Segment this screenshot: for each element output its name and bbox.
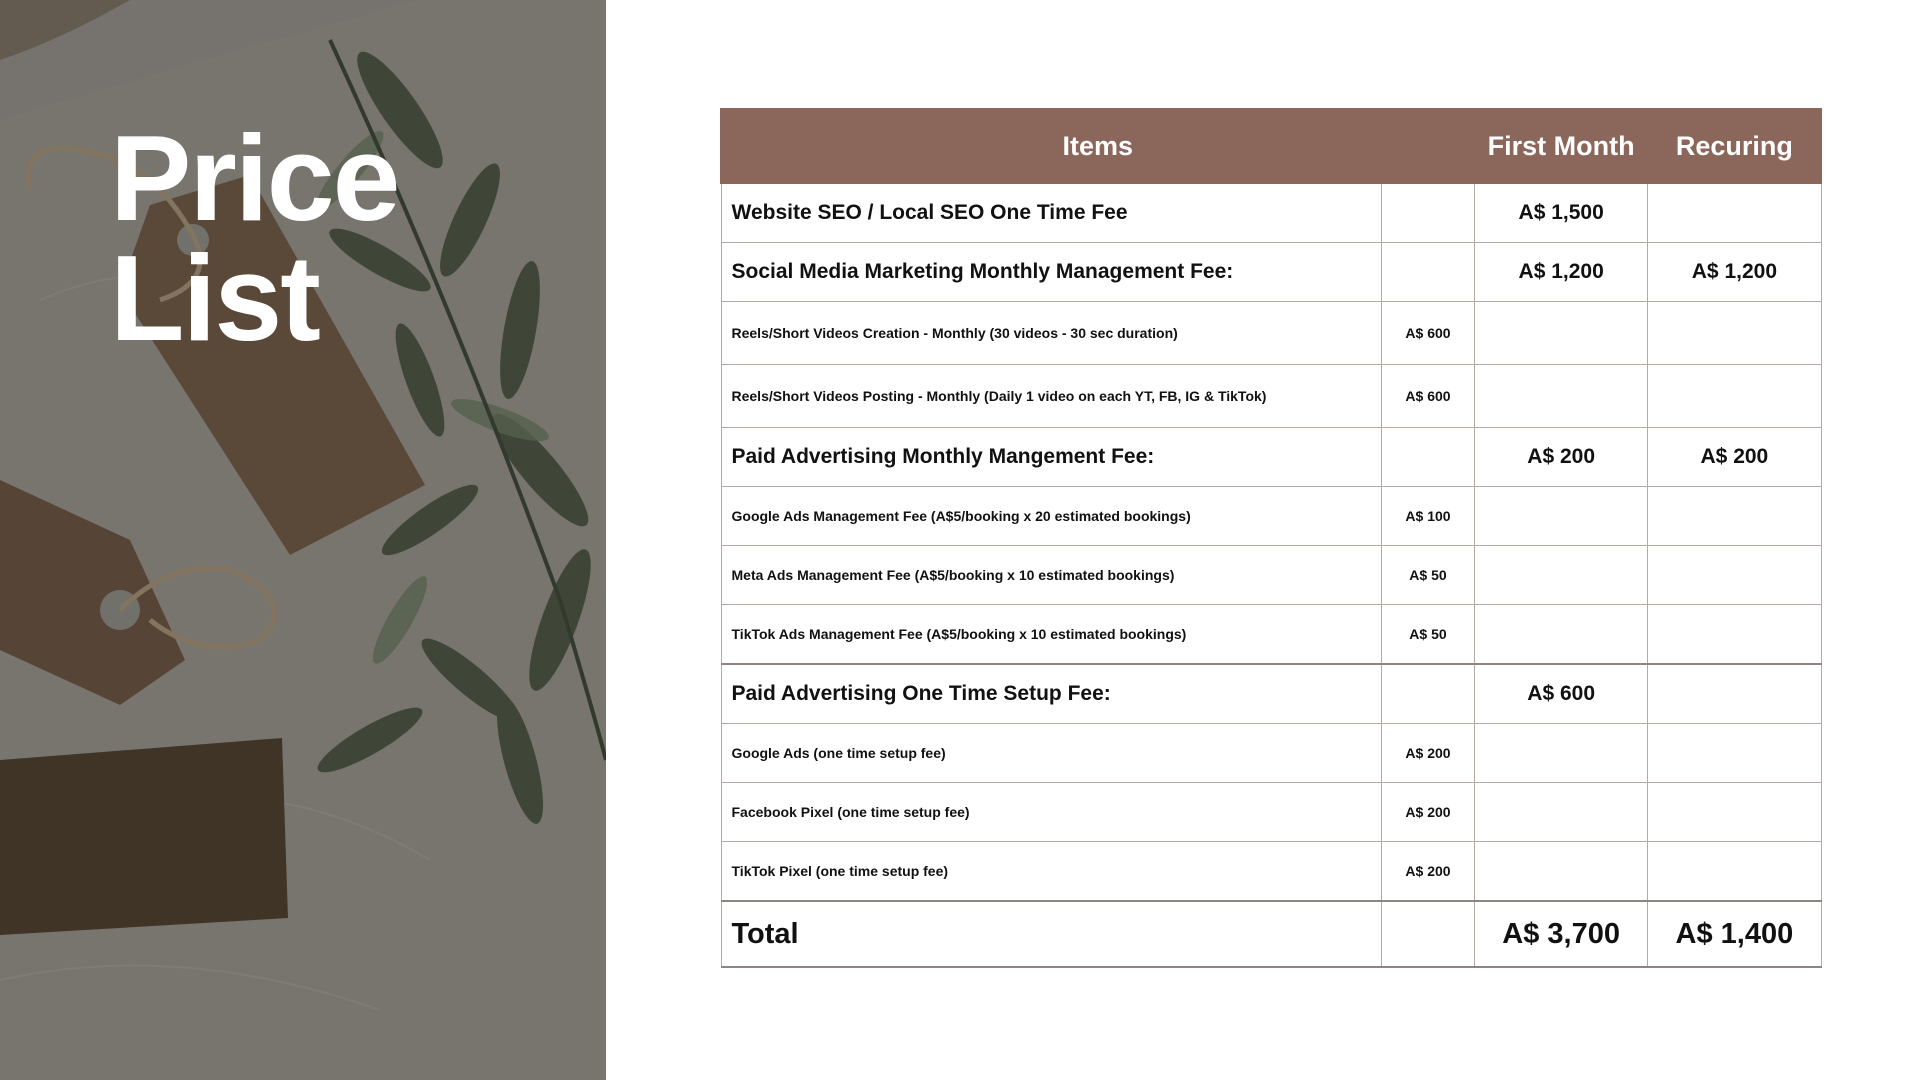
row-recurring: [1648, 546, 1821, 605]
row-first-month: [1475, 842, 1648, 902]
table-row: [721, 183, 1821, 243]
row-sub-amount: A$ 200: [1381, 783, 1474, 842]
row-first-month: [1475, 365, 1648, 428]
table-row: [721, 664, 1821, 724]
table-row: [721, 546, 1821, 605]
row-recurring: [1648, 605, 1821, 665]
row-recurring: [1648, 365, 1821, 428]
price-table: [720, 108, 1822, 968]
row-item: Paid Advertising One Time Setup Fee:: [721, 664, 1381, 724]
row-first-month: A$ 600: [1475, 664, 1648, 724]
table-row: [721, 487, 1821, 546]
table-row: [721, 428, 1821, 487]
row-sub-amount: A$ 600: [1381, 365, 1474, 428]
table-header-row: [721, 109, 1821, 183]
row-recurring: A$ 200: [1648, 428, 1821, 487]
row-item: Google Ads (one time setup fee): [721, 724, 1381, 783]
row-item: TikTok Ads Management Fee (A$5/booking x 10 estimated bookings): [721, 605, 1381, 665]
table-row: [721, 724, 1821, 783]
row-first-month: [1475, 783, 1648, 842]
row-first-month: [1475, 546, 1648, 605]
table-row: [721, 842, 1821, 902]
background-photo: [0, 0, 606, 1080]
row-sub-amount: A$ 600: [1381, 302, 1474, 365]
row-recurring: [1648, 302, 1821, 365]
row-item: Facebook Pixel (one time setup fee): [721, 783, 1381, 842]
row-first-month: A$ 1,500: [1475, 183, 1648, 243]
row-item: Google Ads Management Fee (A$5/booking x 20 estimated bookings): [721, 487, 1381, 546]
table-row: [721, 365, 1821, 428]
row-sub-amount: A$ 50: [1381, 546, 1474, 605]
total-recurring: A$ 1,400: [1648, 901, 1821, 967]
row-recurring: [1648, 724, 1821, 783]
header-items: Items: [721, 109, 1475, 183]
row-first-month: [1475, 605, 1648, 665]
row-sub-amount: [1381, 183, 1474, 243]
table-row: [721, 783, 1821, 842]
table-row: [721, 605, 1821, 665]
row-item: Social Media Marketing Monthly Management Fee:: [721, 243, 1381, 302]
row-first-month: A$ 1,200: [1475, 243, 1648, 302]
row-recurring: [1648, 183, 1821, 243]
row-item: Website SEO / Local SEO One Time Fee: [721, 183, 1381, 243]
row-first-month: [1475, 302, 1648, 365]
page-title: [110, 110, 399, 366]
row-recurring: [1648, 842, 1821, 902]
total-sub-amount: [1381, 901, 1474, 967]
row-recurring: A$ 1,200: [1648, 243, 1821, 302]
row-first-month: A$ 200: [1475, 428, 1648, 487]
header-first-month: First Month: [1475, 109, 1648, 183]
title-line-1: Price: [110, 110, 399, 246]
header-recurring: Recuring: [1648, 109, 1821, 183]
row-item: Paid Advertising Monthly Mangement Fee:: [721, 428, 1381, 487]
row-recurring: [1648, 487, 1821, 546]
table-row: [721, 243, 1821, 302]
total-row: [721, 901, 1821, 967]
row-sub-amount: A$ 50: [1381, 605, 1474, 665]
row-recurring: [1648, 783, 1821, 842]
row-item: Reels/Short Videos Creation - Monthly (30 videos - 30 sec duration): [721, 302, 1381, 365]
row-sub-amount: A$ 200: [1381, 842, 1474, 902]
row-item: TikTok Pixel (one time setup fee): [721, 842, 1381, 902]
row-sub-amount: [1381, 664, 1474, 724]
row-sub-amount: [1381, 428, 1474, 487]
row-sub-amount: [1381, 243, 1474, 302]
row-item: Meta Ads Management Fee (A$5/booking x 10 estimated bookings): [721, 546, 1381, 605]
table-row: [721, 302, 1821, 365]
total-first-month: A$ 3,700: [1475, 901, 1648, 967]
total-label: Total: [721, 901, 1381, 967]
row-recurring: [1648, 664, 1821, 724]
row-sub-amount: A$ 200: [1381, 724, 1474, 783]
title-line-2: List: [110, 230, 319, 366]
row-item: Reels/Short Videos Posting - Monthly (Daily 1 video on each YT, FB, IG & TikTok): [721, 365, 1381, 428]
row-first-month: [1475, 487, 1648, 546]
row-first-month: [1475, 724, 1648, 783]
row-sub-amount: A$ 100: [1381, 487, 1474, 546]
